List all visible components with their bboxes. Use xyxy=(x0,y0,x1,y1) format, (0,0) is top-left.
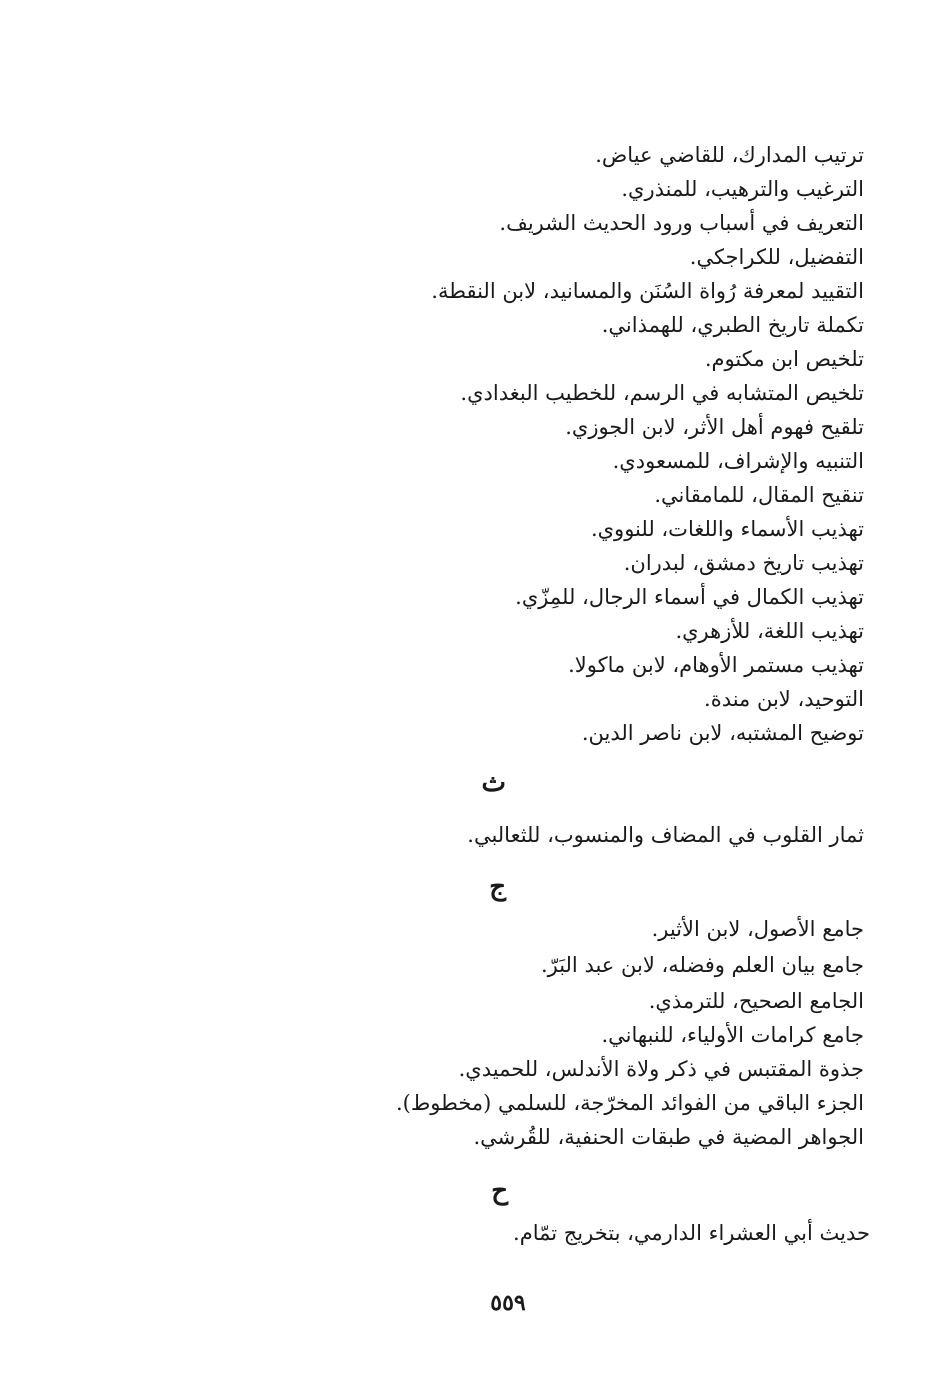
section-letter-heading: ح xyxy=(491,1176,508,1206)
reference-entry: تكملة تاريخ الطبري، للهمذاني. xyxy=(601,313,864,337)
reference-entry: التعريف في أسباب ورود الحديث الشريف. xyxy=(499,211,864,235)
reference-entry: الجواهر المضية في طبقات الحنفية، للقُرشي. xyxy=(473,1125,864,1149)
reference-entry: تهذيب الأسماء واللغات، للنووي. xyxy=(590,517,864,541)
reference-entry: التقييد لمعرفة رُواة السُنَن والمسانيد، لابن النقطة. xyxy=(431,279,864,303)
section-letter-heading: ج xyxy=(489,872,506,902)
reference-entry: التوحيد، لابن مندة. xyxy=(704,687,864,711)
reference-entry: تهذيب الكمال في أسماء الرجال، للمِزّي. xyxy=(515,585,864,609)
reference-entry: جامع كرامات الأولياء، للنبهاني. xyxy=(601,1023,864,1047)
section-letter-heading: ث xyxy=(481,768,506,798)
reference-entry: ترتيب المدارك، للقاضي عياض. xyxy=(595,143,864,167)
reference-entry: ثمار القلوب في المضاف والمنسوب، للثعالبي. xyxy=(467,823,864,847)
reference-entry: تنقيح المقال، للمامقاني. xyxy=(654,483,864,507)
reference-entry: حديث أبي العشراء الدارمي، بتخريج تمّام. xyxy=(513,1221,870,1245)
reference-entry: التنبيه والإشراف، للمسعودي. xyxy=(612,449,864,473)
reference-entry: تهذيب مستمر الأوهام، لابن ماكولا. xyxy=(568,653,864,677)
reference-entry: الجامع الصحيح، للترمذي. xyxy=(648,989,864,1013)
reference-entry: تهذيب تاريخ دمشق، لبدران. xyxy=(623,551,864,575)
reference-entry: تلخيص المتشابه في الرسم، للخطيب البغدادي. xyxy=(460,381,864,405)
reference-entry: الترغيب والترهيب، للمنذري. xyxy=(621,177,864,201)
page-number: ٥٥٩ xyxy=(490,1290,526,1316)
reference-entry: تلقيح فهوم أهل الأثر، لابن الجوزي. xyxy=(565,415,864,439)
reference-entry: الجزء الباقي من الفوائد المخرّجة، للسلمي (مخطوط). xyxy=(395,1091,864,1115)
reference-entry: جامع الأصول، لابن الأثير. xyxy=(651,917,864,941)
reference-entry: تهذيب اللغة، للأزهري. xyxy=(675,619,864,643)
reference-entry: تلخيص ابن مكتوم. xyxy=(704,347,864,371)
reference-entry: جذوة المقتبس في ذكر ولاة الأندلس، للحميدي. xyxy=(458,1057,864,1081)
reference-entry: توضيح المشتبه، لابن ناصر الدين. xyxy=(581,721,864,745)
reference-entry: جامع بيان العلم وفضله، لابن عبد البَرّ. xyxy=(540,953,864,977)
reference-entry: التفضيل، للكراجكي. xyxy=(689,245,864,269)
